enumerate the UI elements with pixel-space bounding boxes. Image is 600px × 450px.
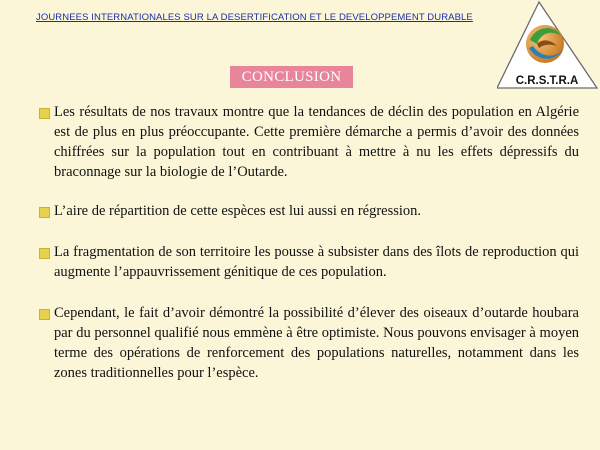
crstra-logo [497,0,600,92]
bullet-icon [39,248,50,259]
svg-text:C.R.S.T.R.A: C.R.S.T.R.A [515,75,579,87]
slide-title: CONCLUSION [230,66,353,88]
header-link[interactable]: JOURNEES INTERNATIONALES SUR LA DESERTIFICATION ET LE DEVELOPPEMENT DURABLE [36,12,473,23]
paragraph-conclusion: Cependant, le fait d’avoir démontré la possibilité d’élever des oiseaux d’outarde houbara par du personnel qualifié nous emmène à être optimiste. Nous pouvons envisager à moyen terme des opérations de renforcement des populations naturelles, notamment dans les zones traditionnelles pour l’espèce. [54,305,579,381]
bullet-icon [39,309,50,320]
bullet-icon [39,108,50,119]
paragraph-fragmentation: La fragmentation de son territoire les pousse à subsister dans des îlots de reproduction qui augmente l’appauvrissement génitique de ces population. [54,244,579,280]
paragraph-range: L’aire de répartition de cette espèces est lui aussi en régression. [54,203,422,219]
bullet-icon [39,207,50,218]
paragraph-results: Les résultats de nos travaux montre que la tendances de déclin des population en Algérie est de plus en plus préoccupante. Cette première démarche a permis d’avoir des données chiffrées sur la population tout en contribuant à mettre à nu les effets dépressifs du braconnage sur la biologie de l’Outarde. [54,104,579,180]
